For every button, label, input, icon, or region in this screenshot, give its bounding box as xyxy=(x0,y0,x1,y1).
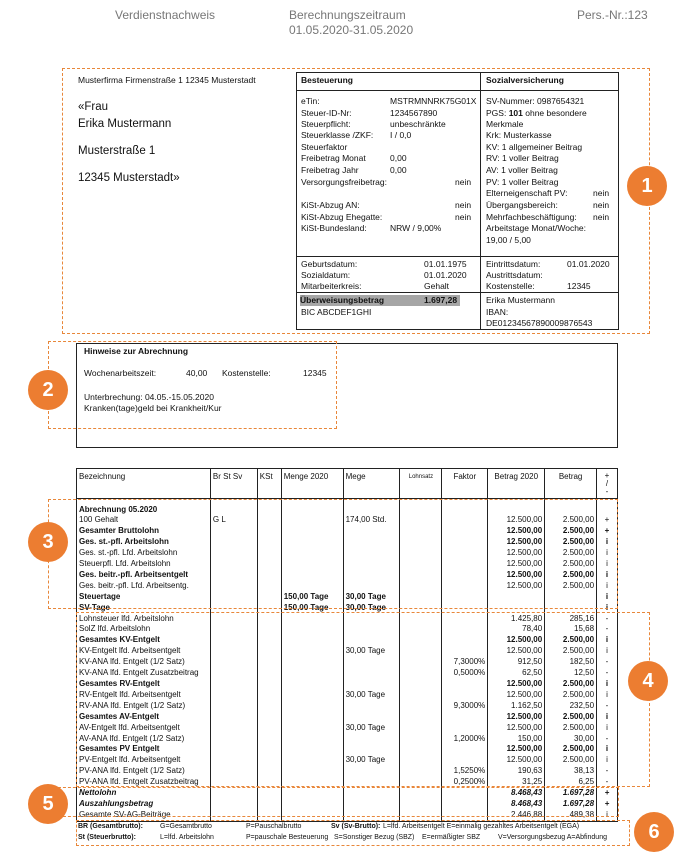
table-cell: KV-ANA lfd. Entgelt Zusatzbeitrag xyxy=(77,668,211,679)
table-cell: Gesamtes PV Entgelt xyxy=(77,744,211,755)
table-cell: 2.500,00 xyxy=(545,581,597,592)
pgs-line2: Merkmale xyxy=(486,119,524,129)
table-cell: 6,25 xyxy=(545,777,597,788)
ueb-value: nein xyxy=(593,200,610,210)
table-cell: 190,63 xyxy=(488,766,545,777)
sozial-label: Sozialdatum: xyxy=(301,270,351,280)
table-cell: 2.446,88 xyxy=(488,810,545,821)
kist-eh-value: nein xyxy=(455,212,472,222)
table-cell: 2.500,00 xyxy=(545,690,597,701)
legend-br-label: BR (Gesamtbrutto): xyxy=(78,823,143,830)
table-cell: G L xyxy=(210,515,257,526)
table-cell: - xyxy=(597,777,618,788)
krk: Krk: Musterkasse xyxy=(486,130,552,140)
pflicht-label: Steuerpflicht: xyxy=(301,119,351,129)
sv-number: SV-Nummer: 0987654321 xyxy=(486,96,585,106)
table-cell: - xyxy=(597,624,618,635)
kst-value: 12345 xyxy=(567,281,591,291)
table-cell: 12.500,00 xyxy=(488,646,545,657)
table-cell: Ges. st.-pfl. Lfd. Arbeitslohn xyxy=(77,548,211,559)
table-cell: 30,00 Tage xyxy=(343,755,400,766)
versorg-label: Versorgungsfreibetrag: xyxy=(301,177,387,187)
table-cell: Lohnsteuer lfd. Arbeitslohn xyxy=(77,614,211,625)
table-cell: 15,68 xyxy=(545,624,597,635)
iban-label: IBAN: xyxy=(486,307,509,317)
badge-6: 6 xyxy=(634,812,674,852)
table-cell: - xyxy=(597,766,618,777)
table-cell: SolZ lfd. Arbeitslohn xyxy=(77,624,211,635)
table-cell: Gesamtes RV-Entgelt xyxy=(77,679,211,690)
table-header-cell: Menge 2020 xyxy=(281,469,343,499)
table-header-cell: + / - xyxy=(597,469,618,499)
doc-title: Verdienstnachweis xyxy=(115,8,216,22)
table-cell: 2.500,00 xyxy=(545,712,597,723)
table-cell: 1,5250% xyxy=(442,766,488,777)
arbeitstage-value: 19,00 / 5,00 xyxy=(486,235,531,245)
table-cell: Gesamter Bruttolohn xyxy=(77,526,211,537)
table-cell: Steuertage xyxy=(77,592,211,603)
table-cell: 2.500,00 xyxy=(545,537,597,548)
table-cell: 1.425,80 xyxy=(488,614,545,625)
table-cell: i xyxy=(597,603,618,614)
kist-eh-label: KiSt-Abzug Ehegatte: xyxy=(301,212,383,222)
table-cell: 9,3000% xyxy=(442,701,488,712)
table-cell: - xyxy=(597,668,618,679)
table-cell: Gesamtes KV-Entgelt xyxy=(77,635,211,646)
table-cell: 12.500,00 xyxy=(488,635,545,646)
badge-5: 5 xyxy=(28,784,68,824)
table-header-cell: Lohnsatz xyxy=(400,469,442,499)
table-cell: 31,25 xyxy=(488,777,545,788)
table-cell: 150,00 xyxy=(488,734,545,745)
table-cell: 2.500,00 xyxy=(545,526,597,537)
recipient-city: 12345 Musterstadt» xyxy=(78,172,180,184)
table-cell: 2.500,00 xyxy=(545,515,597,526)
table-cell: 8.468,43 xyxy=(488,799,545,810)
table-cell: i xyxy=(597,537,618,548)
kv: KV: 1 allgemeiner Beitrag xyxy=(486,142,583,152)
krankengeld: Kranken(tage)geld bei Krankheit/Kur xyxy=(84,403,222,413)
table-cell: 30,00 Tage xyxy=(343,690,400,701)
table-cell: i xyxy=(597,570,618,581)
table-cell: 150,00 Tage xyxy=(281,603,343,614)
pgs xyxy=(486,108,587,119)
table-header-row xyxy=(77,469,618,499)
pflicht-value: unbeschränkte xyxy=(390,119,446,129)
kist-an-label: KiSt-Abzug AN: xyxy=(301,200,360,210)
table-header-cell: Br St Sv xyxy=(210,469,257,499)
austritt-label: Austrittsdatum: xyxy=(486,270,543,280)
table-cell: 12.500,00 xyxy=(488,581,545,592)
eintritt-label: Eintrittsdatum: xyxy=(486,259,541,269)
table-cell: Ges. beitr.-pfl. Lfd. Arbeitsentg. xyxy=(77,581,211,592)
badge-4: 4 xyxy=(628,661,668,701)
table-cell: Abrechnung 05.2020 xyxy=(77,505,211,516)
hinweise-title: Hinweise zur Abrechnung xyxy=(84,346,189,356)
badge-2: 2 xyxy=(28,370,68,410)
eltern-value: nein xyxy=(593,188,610,198)
personnel-number: Pers.-Nr.:123 xyxy=(577,8,648,22)
fb-jahr-value: 0,00 xyxy=(390,165,407,175)
table-cell: i xyxy=(597,810,618,821)
iban: DE01234567890009876543 xyxy=(486,318,593,328)
table-header-cell: Betrag xyxy=(545,469,597,499)
table-cell: - xyxy=(597,614,618,625)
table-cell: 912,50 xyxy=(488,657,545,668)
table-cell: 62,50 xyxy=(488,668,545,679)
arbeitstage-label: Arbeitstage Monat/Woche: xyxy=(486,223,587,233)
legend-st-p: P=pauschale Besteuerung xyxy=(246,834,329,841)
legend-st-label: St (Steuerbrutto): xyxy=(78,834,136,841)
fb-jahr-label: Freibetrag Jahr xyxy=(301,165,359,175)
table-cell: 1.162,50 xyxy=(488,701,545,712)
section-4-frame xyxy=(76,612,650,787)
legend-st-s: S=Sonstiger Bezug (SBZ) xyxy=(334,834,415,841)
table-cell: Ges. beitr.-pfl. Arbeitsentgelt xyxy=(77,570,211,581)
taxid-value: 1234567890 xyxy=(390,108,438,118)
mehr-label: Mehrfachbeschäftigung: xyxy=(486,212,577,222)
table-cell: Steuerpfl. Lfd. Arbeitslohn xyxy=(77,559,211,570)
kst-label: Kostenstelle: xyxy=(486,281,535,291)
section-5-frame xyxy=(48,787,619,817)
versorg-value: nein xyxy=(455,177,472,187)
kist-an-value: nein xyxy=(455,200,472,210)
kreis-value: Gehalt xyxy=(424,281,450,291)
table-cell: RV-Entgelt lfd. Arbeitsentgelt xyxy=(77,690,211,701)
pgs-code: 101 xyxy=(508,108,523,118)
table-cell: 1,2000% xyxy=(442,734,488,745)
table-cell: 30,00 xyxy=(545,734,597,745)
recipient-name: Erika Mustermann xyxy=(78,118,172,130)
pgs-prefix: PGS: xyxy=(486,108,509,118)
table-cell: SV-Tage xyxy=(77,603,211,614)
table-cell: 2.500,00 xyxy=(545,755,597,766)
section-3-frame xyxy=(48,499,618,609)
table-header-cell: Mege xyxy=(343,469,400,499)
table-cell: i xyxy=(597,581,618,592)
fb-monat-value: 0,00 xyxy=(390,153,407,163)
table-cell: i xyxy=(597,712,618,723)
pgs-rest: ohne besondere xyxy=(522,108,587,118)
table-cell: i xyxy=(597,690,618,701)
table-cell: 12.500,00 xyxy=(488,537,545,548)
kist-bl-value: NRW / 9,00% xyxy=(390,223,442,233)
wochen-label: Wochenarbeitszeit: xyxy=(84,368,157,378)
mehr-value: nein xyxy=(593,212,610,222)
table-cell: 2.500,00 xyxy=(545,646,597,657)
ueberweisung-label: Überweisungsbetrag xyxy=(300,295,385,305)
legend-st-v: V=Versorgungsbezug A=Abfindung xyxy=(498,834,607,841)
table-cell: 30,00 Tage xyxy=(343,592,400,603)
table-cell: 12,50 xyxy=(545,668,597,679)
etin-label: eTin: xyxy=(301,96,320,106)
taxid-label: Steuer-ID-Nr: xyxy=(301,108,352,118)
tax-title: Besteuerung xyxy=(301,75,353,85)
social-title: Sozialversicherung xyxy=(486,75,564,85)
legend-st-l: L=lfd. Arbeitslohn xyxy=(160,834,214,841)
badge-1: 1 xyxy=(627,166,667,206)
geburt-label: Geburtsdatum: xyxy=(301,259,358,269)
table-cell: 30,00 Tage xyxy=(343,646,400,657)
table-cell: i xyxy=(597,559,618,570)
ueberweisung-value: 1.697,28 xyxy=(424,295,458,305)
table-cell: 2.500,00 xyxy=(545,548,597,559)
table-cell: 0,2500% xyxy=(442,777,488,788)
table-cell: i xyxy=(597,744,618,755)
table-cell: 489,38 xyxy=(545,810,597,821)
table-cell: 8.468,43 xyxy=(488,788,545,799)
table-cell: 30,00 Tage xyxy=(343,723,400,734)
table-cell: 38,13 xyxy=(545,766,597,777)
fb-monat-label: Freibetrag Monat xyxy=(301,153,366,163)
klasse-value: I / 0,0 xyxy=(390,130,412,140)
table-cell: 12.500,00 xyxy=(488,755,545,766)
eintritt-value: 01.01.2020 xyxy=(567,259,610,269)
period-title: Berechnungszeitraum xyxy=(289,8,406,22)
table-cell: KV-Entgelt lfd. Arbeitsentgelt xyxy=(77,646,211,657)
table-cell: 12.500,00 xyxy=(488,515,545,526)
table-cell: Nettolohn xyxy=(77,788,211,799)
table-cell: 12.500,00 xyxy=(488,526,545,537)
legend-br-p: P=Pauschalbrutto xyxy=(246,823,302,830)
kreis-label: Mitarbeiterkreis: xyxy=(301,281,362,291)
table-cell: 2.500,00 xyxy=(545,679,597,690)
wochen-value: 40,00 xyxy=(186,368,208,378)
kist-bl-label: KiSt-Bundesland: xyxy=(301,223,367,233)
table-cell: AV-ANA lfd. Entgelt (1/2 Satz) xyxy=(77,734,211,745)
table-cell: 12.500,00 xyxy=(488,723,545,734)
table-cell: 12.500,00 xyxy=(488,570,545,581)
table-cell: 12.500,00 xyxy=(488,559,545,570)
table-cell: 12.500,00 xyxy=(488,712,545,723)
table-cell: 30,00 Tage xyxy=(343,603,400,614)
account-holder: Erika Mustermann xyxy=(486,295,555,305)
recipient-street: Musterstraße 1 xyxy=(78,145,156,157)
table-header-cell: Betrag 2020 xyxy=(488,469,545,499)
table-cell: i xyxy=(597,723,618,734)
info-mid-line xyxy=(296,256,619,257)
legend-br-sv: Sv (Sv-Brutto): xyxy=(331,823,381,830)
pv: PV: 1 voller Beitrag xyxy=(486,177,559,187)
klasse-label: Steuerklasse /ZKF: xyxy=(301,130,374,140)
table-cell: Gesamtes AV-Entgelt xyxy=(77,712,211,723)
table-cell: i xyxy=(597,755,618,766)
info-header-line xyxy=(296,90,619,91)
table-cell: 150,00 Tage xyxy=(281,592,343,603)
table-header-cell: KSt xyxy=(257,469,281,499)
table-cell: - xyxy=(597,734,618,745)
table-cell: 285,16 xyxy=(545,614,597,625)
table-cell: 12.500,00 xyxy=(488,679,545,690)
table-cell: 100 Gehalt xyxy=(77,515,211,526)
table-cell: + xyxy=(597,515,618,526)
table-header-cell: Bezeichnung xyxy=(77,469,211,499)
hinweise-kst-value: 12345 xyxy=(303,368,327,378)
bic: BIC ABCDEF1GHI xyxy=(301,307,372,317)
table-cell: i xyxy=(597,646,618,657)
table-cell: 174,00 Std. xyxy=(343,515,400,526)
table-cell: + xyxy=(597,526,618,537)
table-cell: AV-Entgelt lfd. Arbeitsentgelt xyxy=(77,723,211,734)
badge-3: 3 xyxy=(28,522,68,562)
legend-st-e: E=ermäßigter SBZ xyxy=(422,834,481,841)
legend-br-rest: L=lfd. Arbeitsentgelt E=einmalig gezahltes Arbeitsentgelt (EGA) xyxy=(383,823,580,830)
table-cell: i xyxy=(597,548,618,559)
table-cell: 12.500,00 xyxy=(488,690,545,701)
table-cell: + xyxy=(597,788,618,799)
table-cell: 2.500,00 xyxy=(545,723,597,734)
table-cell: 232,50 xyxy=(545,701,597,712)
sender-line: Musterfirma Firmenstraße 1 12345 Musterstadt xyxy=(78,75,256,85)
table-cell: + xyxy=(597,799,618,810)
legend-row-1 xyxy=(78,822,143,832)
table-cell: Auszahlungsbetrag xyxy=(77,799,211,810)
table-cell: 2.500,00 xyxy=(545,570,597,581)
sozial-value: 01.01.2020 xyxy=(424,270,467,280)
table-cell: PV-ANA lfd. Entgelt Zusatzbeitrag xyxy=(77,777,211,788)
table-cell: 78,40 xyxy=(488,624,545,635)
ueberweisung-bar xyxy=(300,295,460,306)
legend-br-g: G=Gesamtbrutto xyxy=(160,823,212,830)
geburt-value: 01.01.1975 xyxy=(424,259,467,269)
table-cell: Gesamte SV-AG-Beiträge xyxy=(77,810,211,821)
table-cell: Ges. st.-pfl. Arbeitslohn xyxy=(77,537,211,548)
table-cell: - xyxy=(597,701,618,712)
rv: RV: 1 voller Beitrag xyxy=(486,153,559,163)
ueb-label: Übergangsbereich: xyxy=(486,200,558,210)
faktor-label: Steuerfaktor xyxy=(301,142,348,152)
table-header-cell: Faktor xyxy=(442,469,488,499)
table-cell: KV-ANA lfd. Entgelt (1/2 Satz) xyxy=(77,657,211,668)
table-cell: 0,5000% xyxy=(442,668,488,679)
table-cell: 182,50 xyxy=(545,657,597,668)
salutation: «Frau xyxy=(78,101,109,113)
table-cell: i xyxy=(597,592,618,603)
av: AV: 1 voller Beitrag xyxy=(486,165,558,175)
info-bank-line xyxy=(296,292,619,293)
table-cell: i xyxy=(597,635,618,646)
table-cell: 12.500,00 xyxy=(488,548,545,559)
table-cell: 1.697,28 xyxy=(545,799,597,810)
hinweise-kst-label: Kostenstelle: xyxy=(222,368,271,378)
table-cell: PV-Entgelt lfd. Arbeitsentgelt xyxy=(77,755,211,766)
table-cell: i xyxy=(597,679,618,690)
table-cell: PV-ANA lfd. Entgelt (1/2 Satz) xyxy=(77,766,211,777)
etin-value: MSTRMNNRK75G01X xyxy=(390,96,477,106)
table-cell: 12.500,00 xyxy=(488,744,545,755)
table-cell: 2.500,00 xyxy=(545,559,597,570)
table-cell: 1.697,28 xyxy=(545,788,597,799)
table-cell: 2.500,00 xyxy=(545,744,597,755)
table-cell: - xyxy=(597,657,618,668)
unterbrechung: Unterbrechung: 04.05.-15.05.2020 xyxy=(84,392,214,402)
table-cell: RV-ANA lfd. Entgelt (1/2 Satz) xyxy=(77,701,211,712)
eltern-label: Elterneigenschaft PV: xyxy=(486,188,568,198)
period-dates: 01.05.2020-31.05.2020 xyxy=(289,23,414,37)
table-cell: 7,3000% xyxy=(442,657,488,668)
table-cell: 2.500,00 xyxy=(545,635,597,646)
